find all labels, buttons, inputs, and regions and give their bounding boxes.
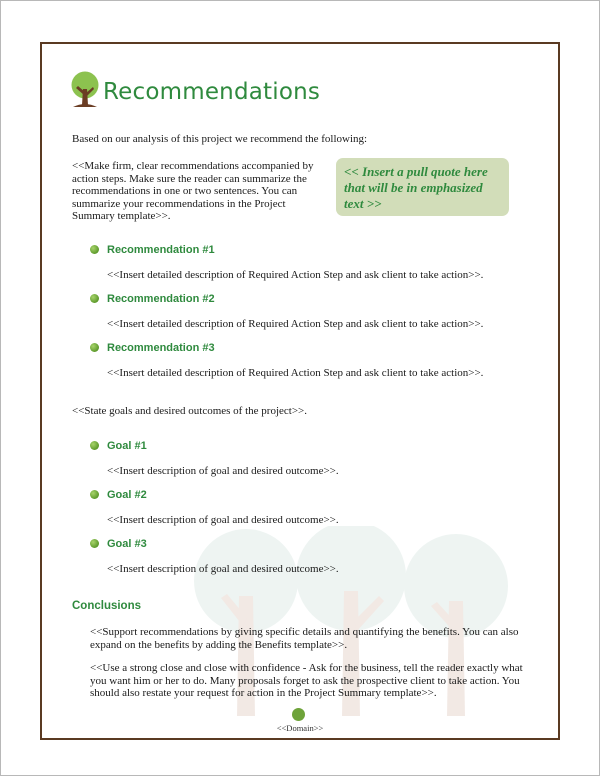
conclusions-paragraph (90, 626, 519, 651)
footer-dot-icon (292, 708, 305, 721)
bullet-icon (90, 441, 99, 450)
tree-logo-icon (69, 71, 101, 109)
text-line: recommendations in one or two sentences. You can (72, 185, 298, 198)
text-line: <<Make firm, clear recommendations accompanied by (72, 160, 314, 172)
pull-quote-line: << Insert a pull quote here (344, 164, 488, 179)
goals-intro: <<State goals and desired outcomes of the project>>. (72, 405, 307, 417)
recommendation-text: <<Insert detailed description of Required Action Step and ask client to take action>>. (107, 318, 484, 330)
recommendations-instructions (72, 160, 313, 223)
text-line: <<Use a strong close and close with confidence - Ask for the business, tell the reader exactly what (90, 662, 523, 674)
bullet-icon (90, 245, 99, 254)
goal-text: <<Insert description of goal and desired outcome>>. (107, 465, 339, 477)
conclusions-paragraph (90, 662, 523, 700)
recommendation-heading: Recommendation #2 (107, 293, 215, 305)
bullet-icon (90, 490, 99, 499)
footer-domain: <<Domain>> (276, 723, 324, 733)
pull-quote-line: that will be in emphasized (344, 180, 483, 195)
bullet-icon (90, 343, 99, 352)
goal-text: <<Insert description of goal and desired outcome>>. (107, 563, 339, 575)
pull-quote-line: text >> (344, 196, 382, 211)
bullet-icon (90, 539, 99, 548)
text-line: summarize your recommendations in the Project (72, 197, 286, 210)
conclusions-heading: Conclusions (72, 600, 142, 612)
pull-quote (336, 158, 509, 216)
goal-heading: Goal #3 (107, 538, 147, 550)
text-line: should also restate your request for action in the Project Summary template>>. (90, 687, 437, 700)
page-title: Recommendations (103, 79, 321, 105)
intro-text: Based on our analysis of this project we recommend the following: (72, 133, 368, 145)
text-line: you want him or her to do. Many proposals forget to ask the prospective client to take action. You (90, 674, 520, 687)
text-line: action steps. Make sure the reader can summarize the (72, 172, 307, 185)
recommendation-text: <<Insert detailed description of Required Action Step and ask client to take action>>. (107, 367, 484, 379)
bullet-icon (90, 294, 99, 303)
goal-text: <<Insert description of goal and desired outcome>>. (107, 514, 339, 526)
recommendation-text: <<Insert detailed description of Required Action Step and ask client to take action>>. (107, 269, 484, 281)
goal-heading: Goal #1 (107, 440, 147, 452)
recommendation-heading: Recommendation #1 (107, 244, 215, 256)
text-line: Summary template>>. (72, 210, 171, 223)
text-line: <<Support recommendations by giving specific details and quantifying the benefits. You can also (90, 626, 519, 638)
recommendation-heading: Recommendation #3 (107, 342, 215, 354)
goal-heading: Goal #2 (107, 489, 147, 501)
text-line: expand on the benefits by adding the Benefits template>>. (90, 638, 348, 651)
